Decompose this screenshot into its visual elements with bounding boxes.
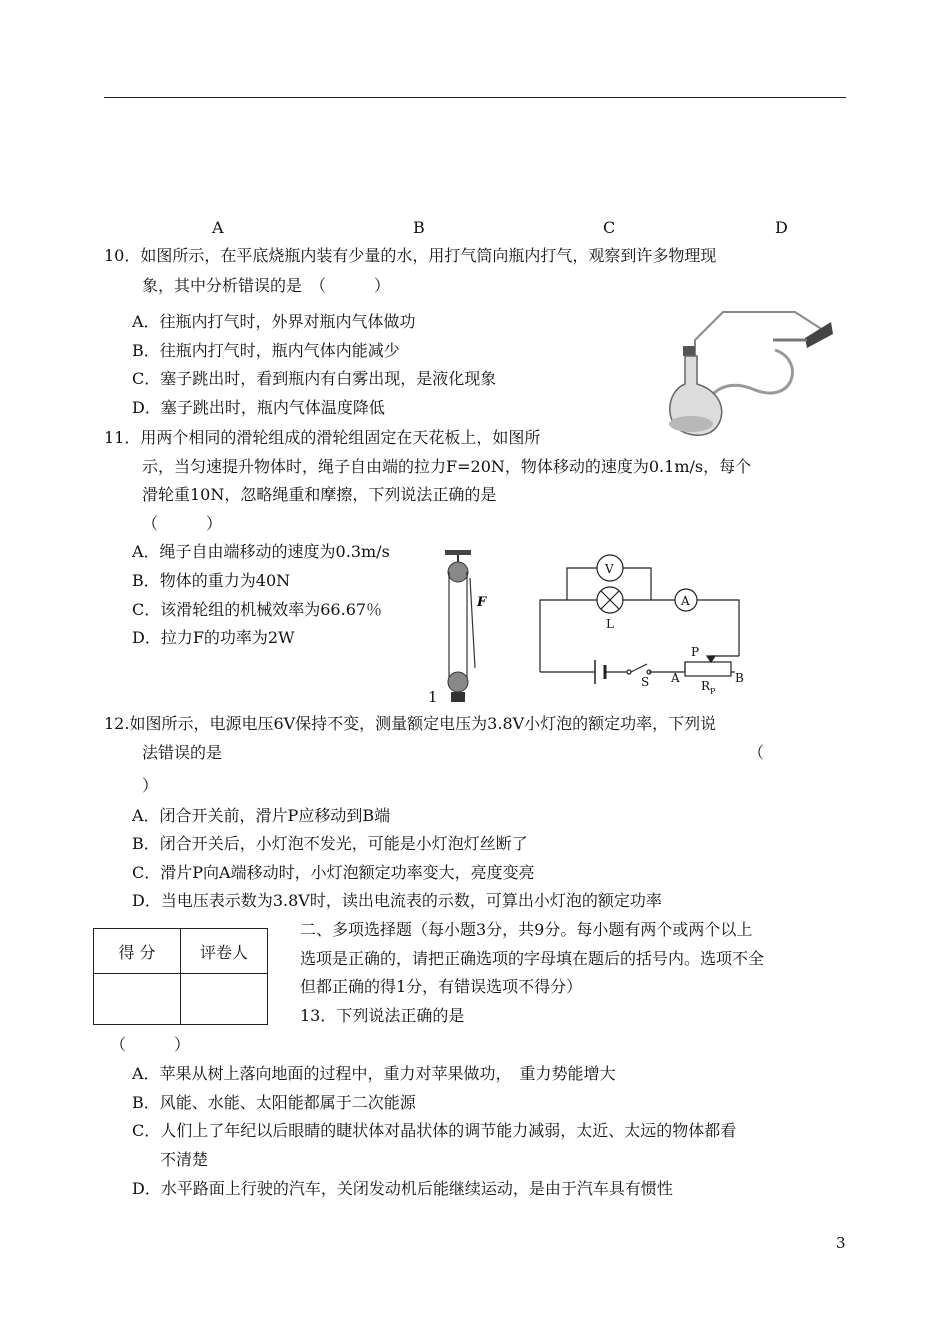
q10-stem-line1: 10．如图所示，在平底烧瓶内装有少量的水，用打气筒向瓶内打气，观察到许多物理现 [104, 246, 717, 265]
rheostat-subscript: P [710, 687, 716, 696]
pulley-figure [425, 548, 500, 708]
q13-option-d: D．水平路面上行驶的汽车，关闭发动机后能继续运动，是由于汽车具有惯性 [132, 1179, 673, 1198]
q13-stem: 13．下列说法正确的是 [300, 1006, 465, 1025]
switch-label: S [641, 675, 650, 689]
q12-stem-line1: 12.如图所示，电源电压6V保持不变，测量额定电压为3.8V小灯泡的额定功率，下列说 [104, 714, 717, 733]
section2-heading-line2: 选项是正确的，请把正确选项的字母填在题后的括号内。选项不全 [300, 949, 765, 968]
q10-option-a: A．往瓶内打气时，外界对瓶内气体做功 [132, 312, 416, 331]
q12-paren-close: ） [142, 776, 159, 795]
q11-stem-line2: 示，当匀速提升物体时，绳子自由端的拉力F=20N，物体移动的速度为0.1m/s，每个 [142, 457, 752, 476]
q11-stem-line1: 11．用两个相同的滑轮组成的滑轮组固定在天花板上，如图所 [104, 428, 541, 447]
q10-stem-line2: 象，其中分析错误的是 （ ） [142, 276, 391, 295]
q11-stem-line3: 滑轮重10N，忽略绳重和摩擦，下列说法正确的是 [142, 485, 497, 504]
rheostat-end-b-label: B [735, 671, 744, 685]
q12-option-c: C．滑片P向A端移动时，小灯泡额定功率变大，亮度变亮 [132, 863, 535, 882]
figure-label-a: A [212, 218, 224, 237]
section2-heading-line1: 二、多项选择题（每小题3分，共9分。每小题有两个或两个以上 [300, 920, 753, 939]
q12-paren-open: （ [748, 743, 765, 762]
q13-option-c: C．人们上了年纪以后眼睛的睫状体对晶状体的调节能力减弱，太近、太远的物体都看 [132, 1121, 737, 1140]
q12-stem-line2: 法错误的是 [142, 743, 223, 762]
q11-option-a: A．绳子自由端移动的速度为0.3m/s [132, 542, 390, 561]
flask-pump-figure [655, 300, 835, 440]
grader-header: 评卷人 [181, 929, 268, 974]
figure-label-d: D [775, 218, 788, 237]
page-number: 3 [836, 1234, 846, 1252]
q10-option-b: B．往瓶内打气时，瓶内气体内能减少 [132, 341, 400, 360]
figure-label-c: C [603, 218, 616, 237]
header-rule [104, 97, 846, 98]
lamp-label: L [606, 617, 614, 631]
q13-answer-paren: （ ） [110, 1035, 191, 1054]
q13-option-a: A．苹果从树上落向地面的过程中，重力对苹果做功， 重力势能增大 [132, 1064, 616, 1083]
q11-option-d: D．拉力F的功率为2W [132, 628, 295, 647]
pulley-force-label: F [477, 595, 487, 610]
q11-answer-paren: （ ） [142, 514, 223, 533]
rheostat-end-a-label: A [671, 671, 680, 685]
q12-option-b: B．闭合开关后，小灯泡不发光，可能是小灯泡灯丝断了 [132, 834, 528, 853]
q12-option-a: A．闭合开关前，滑片P应移动到B端 [132, 806, 391, 825]
q10-option-d: D．塞子跳出时，瓶内气体温度降低 [132, 398, 385, 417]
q11-option-b: B．物体的重力为40N [132, 571, 291, 590]
q13-option-b: B．风能、水能、太阳能都属于二次能源 [132, 1093, 416, 1112]
grader-cell[interactable] [181, 974, 268, 1025]
pulley-figure-number: 1 [428, 688, 438, 706]
rheostat-label: R [701, 679, 711, 693]
circuit-figure [535, 552, 745, 700]
slider-label: P [691, 645, 700, 659]
score-cell[interactable] [94, 974, 181, 1025]
q12-option-d: D．当电压表示数为3.8V时，读出电流表的示数，可算出小灯泡的额定功率 [132, 891, 662, 910]
q11-option-c: C．该滑轮组的机械效率为66.67％ [132, 600, 383, 619]
q10-option-c: C．塞子跳出时，看到瓶内有白雾出现，是液化现象 [132, 369, 497, 388]
q13-option-c-cont: 不清楚 [160, 1150, 209, 1169]
section2-heading-line3: 但都正确的得1分，有错误选项不得分） [300, 977, 583, 996]
score-table [93, 928, 268, 1025]
voltmeter-label: V [605, 562, 614, 576]
ammeter-label: A [681, 594, 690, 608]
figure-label-b: B [413, 218, 425, 237]
score-header: 得 分 [94, 929, 181, 974]
